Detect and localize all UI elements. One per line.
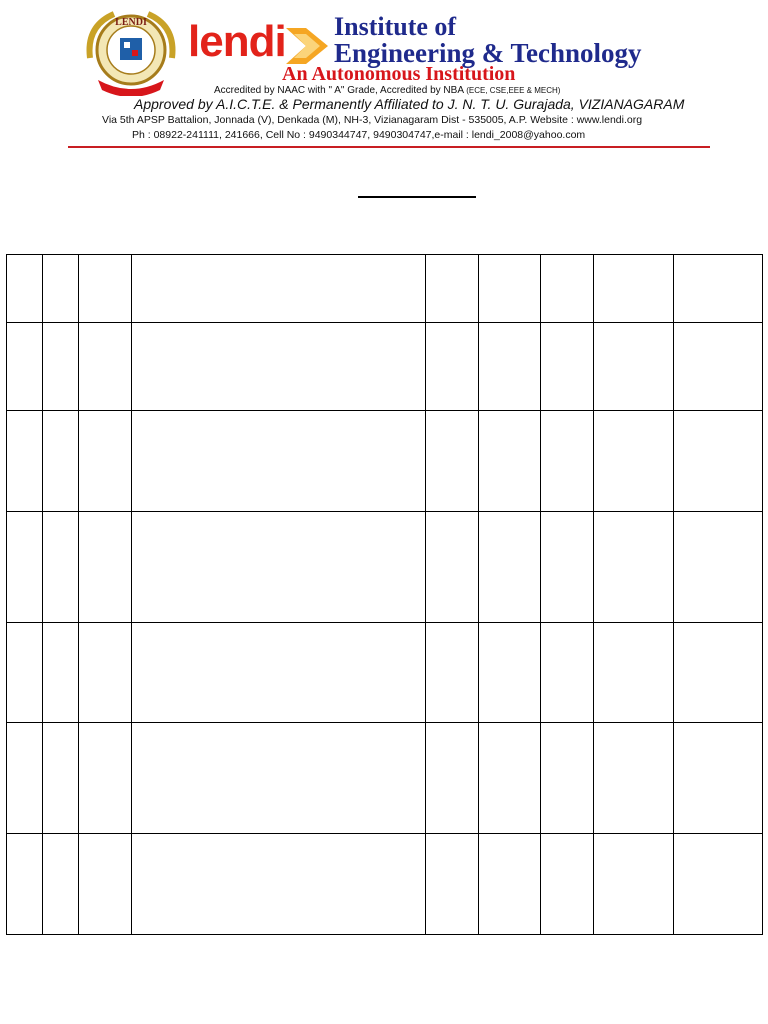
table-cell	[132, 255, 426, 323]
svg-text:LENDI: LENDI	[115, 17, 147, 28]
table-cell	[132, 834, 426, 935]
accreditation-line	[214, 86, 560, 96]
table-cell	[79, 723, 132, 834]
table-cell	[594, 834, 674, 935]
table-cell	[132, 623, 426, 723]
table-cell	[7, 323, 43, 411]
table-cell	[594, 411, 674, 512]
table-cell	[594, 723, 674, 834]
chevron-right-icon	[284, 24, 330, 68]
blank-form-table	[6, 254, 763, 935]
table-cell	[79, 411, 132, 512]
table-row	[7, 723, 763, 834]
table-cell	[479, 255, 541, 323]
table-cell	[132, 512, 426, 623]
brand-wordmark: lendi	[188, 17, 286, 66]
autonomous-tagline: An Autonomous Institution	[282, 63, 516, 85]
title-underline	[358, 196, 476, 198]
table-cell	[479, 623, 541, 723]
table-cell	[674, 623, 763, 723]
table-row	[7, 255, 763, 323]
table-cell	[674, 255, 763, 323]
table-cell	[479, 512, 541, 623]
approval-line: Approved by A.I.C.T.E. & Permanently Affiliated to J. N. T. U. Gurajada, VIZIANAGARAM	[134, 96, 685, 112]
table-cell	[79, 512, 132, 623]
accreditation-text: Accredited by NAAC with " A" Grade, Accredited by NBA	[214, 85, 464, 96]
institute-name-line2: Engineering & Technology	[334, 38, 642, 68]
table-cell	[426, 834, 479, 935]
table-cell	[594, 323, 674, 411]
table-cell	[674, 323, 763, 411]
table-cell	[43, 411, 79, 512]
table-cell	[674, 723, 763, 834]
table-cell	[426, 623, 479, 723]
table-cell	[7, 255, 43, 323]
table-cell	[426, 723, 479, 834]
table-cell	[7, 723, 43, 834]
table-cell	[541, 323, 594, 411]
table-cell	[541, 723, 594, 834]
table-cell	[426, 411, 479, 512]
table-cell	[43, 255, 79, 323]
contact-line: Ph : 08922-241111, 241666, Cell No : 9490344747, 9490304747,e-mail : lendi_2008@yahoo.com	[132, 129, 586, 141]
table-cell	[479, 323, 541, 411]
table-row	[7, 323, 763, 411]
college-seal-icon	[84, 6, 178, 96]
table-cell	[541, 411, 594, 512]
table-cell	[132, 411, 426, 512]
table-cell	[594, 623, 674, 723]
table-cell	[479, 411, 541, 512]
table-row	[7, 834, 763, 935]
table-cell	[541, 255, 594, 323]
table-cell	[79, 623, 132, 723]
institute-name-line1: Institute of	[334, 12, 457, 41]
table-row	[7, 623, 763, 723]
table-cell	[43, 623, 79, 723]
table-cell	[479, 834, 541, 935]
table-cell	[7, 512, 43, 623]
table-cell	[674, 512, 763, 623]
table-cell	[674, 834, 763, 935]
table-cell	[479, 723, 541, 834]
table-row	[7, 411, 763, 512]
accreditation-branches: (ECE, CSE,EEE & MECH)	[466, 86, 561, 95]
table-cell	[426, 512, 479, 623]
table-cell	[79, 323, 132, 411]
table-cell	[132, 723, 426, 834]
table-cell	[426, 323, 479, 411]
table-cell	[79, 255, 132, 323]
letterhead-divider	[68, 146, 710, 148]
table-cell	[594, 255, 674, 323]
letterhead	[0, 0, 768, 152]
table-cell	[7, 411, 43, 512]
table-cell	[43, 512, 79, 623]
table-cell	[541, 834, 594, 935]
table-cell	[43, 834, 79, 935]
table-cell	[674, 411, 763, 512]
table-row	[7, 512, 763, 623]
table-cell	[541, 623, 594, 723]
table-cell	[43, 723, 79, 834]
address-line: Via 5th APSP Battalion, Jonnada (V), Denkada (M), NH-3, Vizianagaram Dist - 535005, A.P. Website : www.lendi.org	[102, 114, 643, 126]
table-cell	[43, 323, 79, 411]
table-cell	[79, 834, 132, 935]
table-cell	[426, 255, 479, 323]
table-cell	[541, 512, 594, 623]
table-cell	[594, 512, 674, 623]
table-cell	[7, 834, 43, 935]
table-cell	[132, 323, 426, 411]
table-cell	[7, 623, 43, 723]
